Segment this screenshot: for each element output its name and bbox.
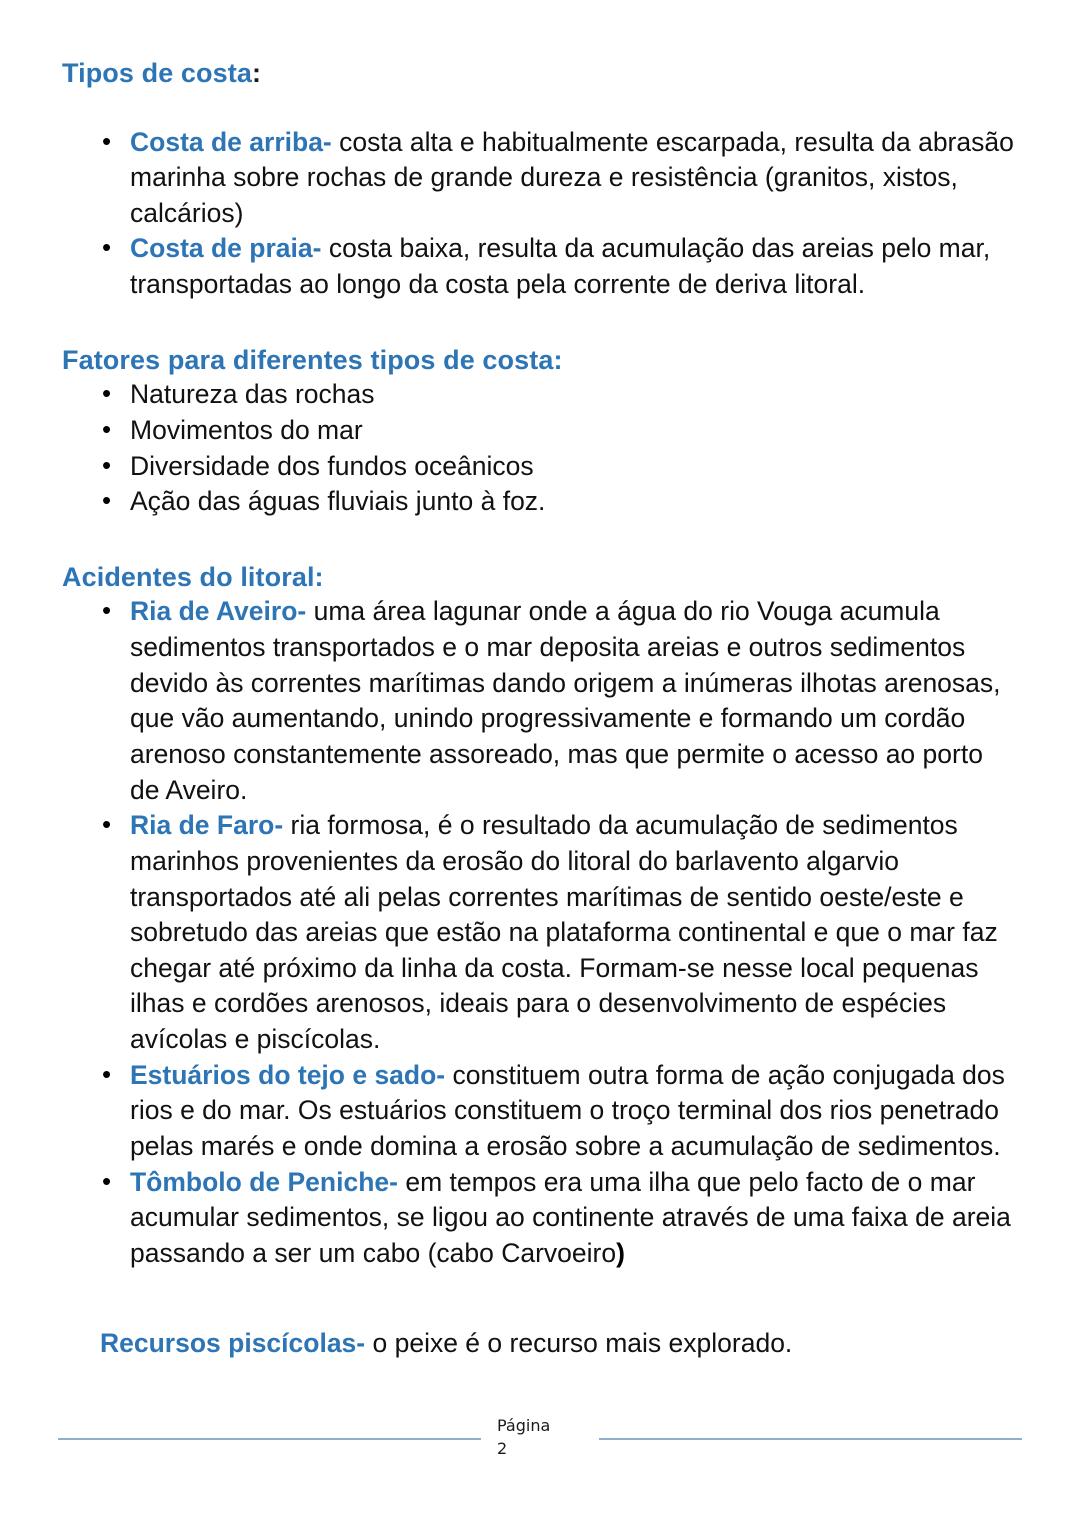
- fator-movimentos-do-mar: Movimentos do mar: [130, 414, 363, 445]
- list-tipos-de-costa: [62, 125, 1018, 303]
- definition-costa-de-praia: costa baixa, resulta da acumulação das areias pelo mar, transportadas ao longo da costa pela corrente de deriva litoral.: [130, 233, 991, 300]
- term-recursos-piscicolas: Recursos piscícolas-: [100, 1328, 366, 1359]
- heading-tipos-de-costa-colon: :: [251, 58, 262, 88]
- list-item: [62, 449, 1018, 485]
- term-costa-de-arriba: Costa de arriba-: [130, 126, 332, 157]
- page-number: 2: [497, 1439, 508, 1458]
- definition-tombolo-de-peniche: em tempos era uma ilha que pelo facto de o mar acumular sedimentos, se ligou ao continente através de uma faixa de areia passando a ser um cabo (cabo Carvoeiro: [130, 1166, 1011, 1268]
- term-ria-de-aveiro: Ria de Aveiro-: [130, 596, 307, 627]
- definition-costa-de-arriba: costa alta e habitualmente escarpada, resulta da abrasão marinha sobre rochas de grande dureza e resistência (granitos, xistos, calcários): [130, 126, 1014, 228]
- page-footer: [0, 1404, 1080, 1470]
- definition-recursos-piscicolas: o peixe é o recurso mais explorado.: [365, 1328, 793, 1359]
- spacer: [62, 91, 1018, 125]
- heading-fatores: Fatores para diferentes tipos de costa:: [62, 344, 563, 375]
- spacer: [62, 303, 1018, 343]
- list-item: [62, 484, 1018, 520]
- list-fatores: [62, 377, 1018, 520]
- list-item: [62, 1058, 1018, 1165]
- definition-estuarios-tejo-sado: constituem outra forma de ação conjugada dos rios e do mar. Os estuários constituem o troço terminal dos rios penetrado pelas marés e onde domina a erosão sobre a acumulação de sedimentos.: [130, 1059, 1005, 1162]
- list-item: [62, 377, 1018, 413]
- paragraph-recursos-piscicolas: [62, 1326, 1018, 1362]
- list-item: [62, 594, 1018, 808]
- spacer: [62, 1272, 1018, 1300]
- page-label: Página: [497, 1415, 551, 1435]
- list-item: [62, 808, 1018, 1057]
- term-estuarios-tejo-sado: Estuários do tejo e sado-: [130, 1059, 446, 1090]
- definition-tombolo-closing-paren: ): [616, 1237, 625, 1268]
- fator-natureza-das-rochas: Natureza das rochas: [130, 379, 375, 410]
- list-item: [62, 231, 1018, 302]
- term-tombolo-de-peniche: Tômbolo de Peniche-: [130, 1166, 398, 1197]
- footer-rule-left: [58, 1438, 481, 1440]
- heading-tipos-de-costa: [62, 56, 1018, 91]
- footer-rule-right: [599, 1438, 1022, 1440]
- list-item: [62, 413, 1018, 449]
- page-number-block: [497, 1414, 583, 1460]
- heading-acidentes-do-litoral: Acidentes do litoral:: [62, 561, 324, 592]
- fator-diversidade-fundos-oceanicos: Diversidade dos fundos oceânicos: [130, 450, 534, 481]
- list-acidentes-do-litoral: [62, 594, 1018, 1271]
- term-costa-de-praia: Costa de praia-: [130, 233, 322, 264]
- definition-ria-de-faro: ria formosa, é o resultado da acumulação de sedimentos marinhos provenientes da erosão do litoral do barlavento algarvio transportados até ali pelas correntes marítimas de sentido oeste/este e sobretudo das areias que estão na plataforma continental e que o mar faz chegar até próximo da linha da costa. Formam-se nesse local pequenas ilhas e cordões arenosos, ideais para o desenvolvimento de espécies avícolas e piscícolas.: [130, 810, 998, 1055]
- spacer: [62, 520, 1018, 560]
- fator-acao-aguas-fluviais: Ação das águas fluviais junto à foz.: [130, 486, 546, 517]
- definition-ria-de-aveiro: uma área lagunar onde a água do rio Vouga acumula sedimentos transportados e o mar deposita areias e outros sedimentos devido às correntes marítimas dando origem a inúmeras ilhotas arenosas, que vão aumentando, unindo progressivamente e formando um cordão arenoso constantemente assoreado, mas que permite o acesso ao porto de Aveiro.: [130, 596, 1001, 805]
- term-ria-de-faro: Ria de Faro-: [130, 810, 284, 841]
- heading-tipos-de-costa-text: Tipos de costa: [62, 58, 252, 88]
- list-item: [62, 1165, 1018, 1272]
- list-item: [62, 125, 1018, 232]
